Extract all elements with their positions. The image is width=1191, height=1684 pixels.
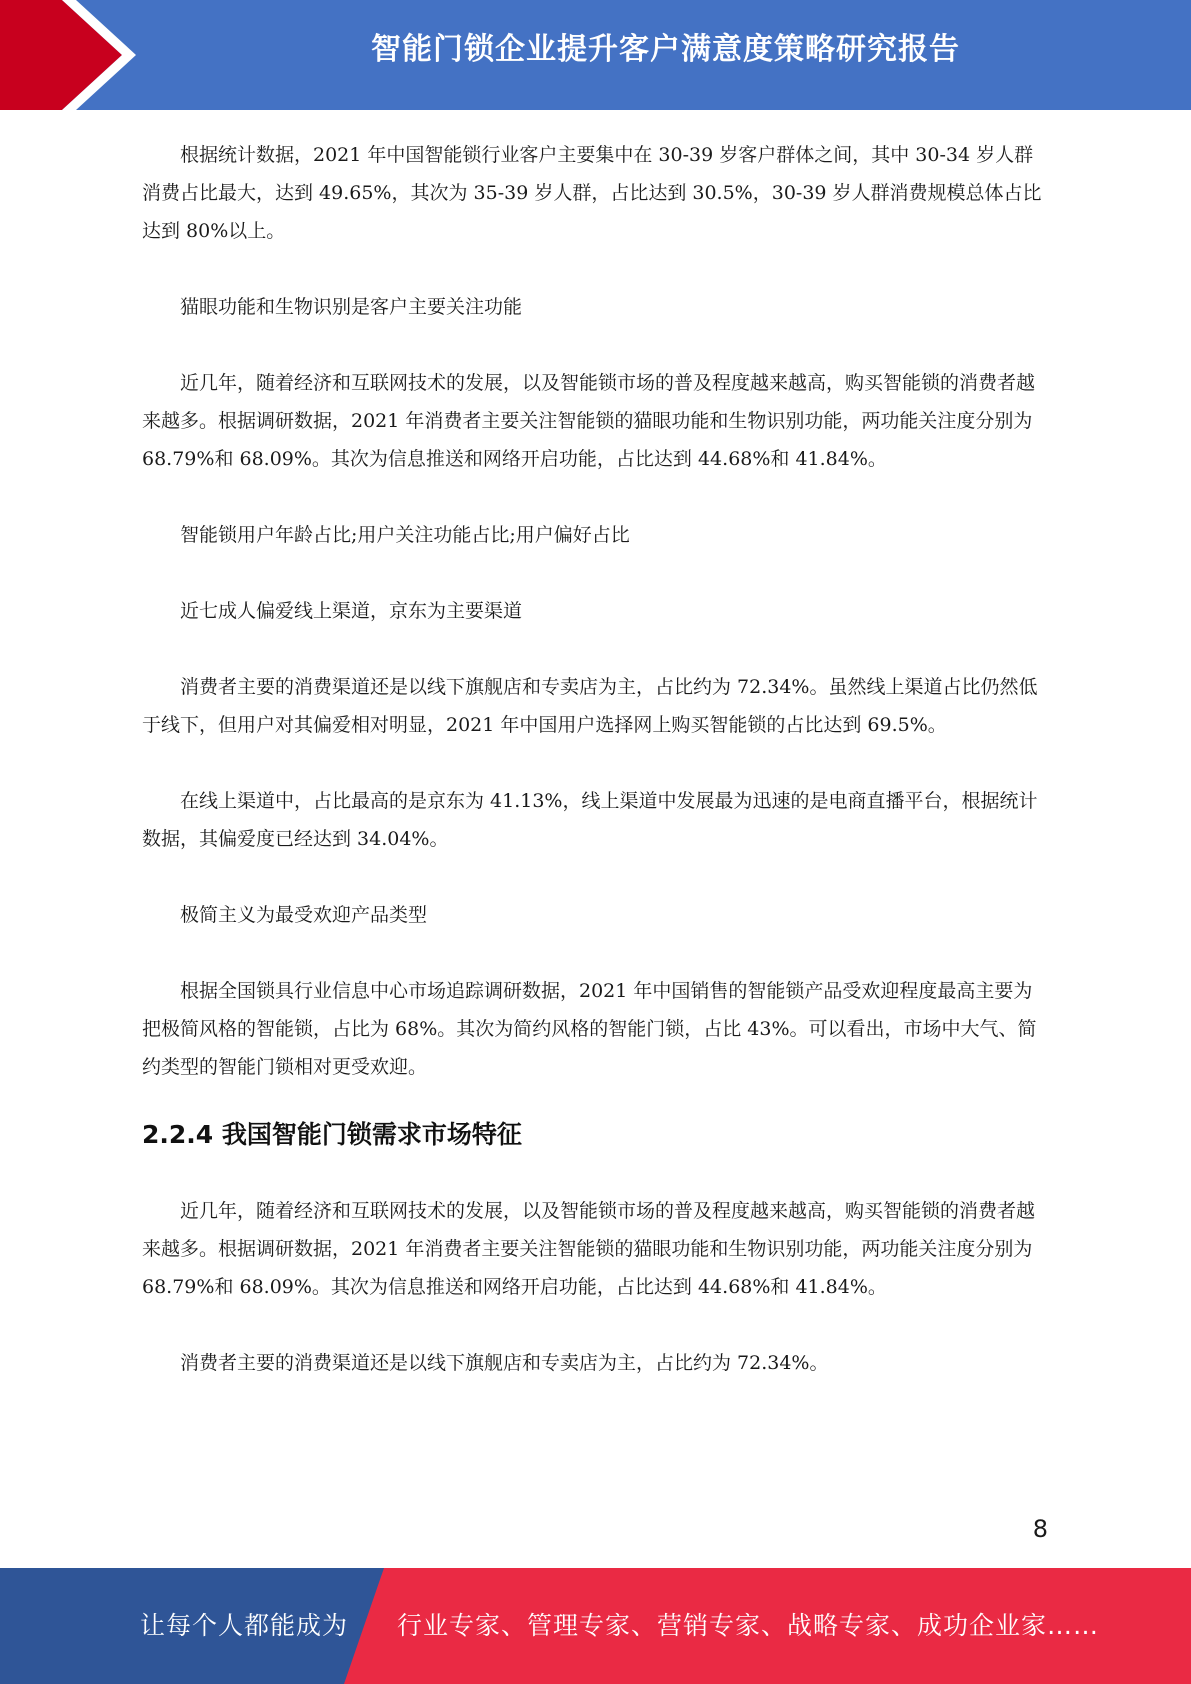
paragraph-market-features: 近几年，随着经济和互联网技术的发展，以及智能锁市场的普及程度越来越高，购买智能锁的消费者越来越多。根据调研数据，2021 年消费者主要关注智能锁的猫眼功能和生物识别功能，两功能关注度分别为 68.79%和 68.09%。其次为信息推送和网络开启功能，占比达到 44.68%和 41.84%。	[142, 1200, 1036, 1298]
page-number: 8	[1032, 1515, 1048, 1543]
footer-slogan-right: 行业专家、管理专家、营销专家、战略专家、成功企业家……	[397, 1611, 1100, 1640]
header-red-chevron	[0, 0, 150, 110]
page-header	[0, 0, 1191, 110]
section-heading: 2.2.4 我国智能门锁需求市场特征	[142, 1120, 522, 1149]
paragraph-age-distribution: 根据统计数据，2021 年中国智能锁行业客户主要集中在 30-39 岁客户群体之间，其中 30-34 岁人群消费占比最大，达到 49.65%，其次为 35-39 岁人群，占比达到 30.5%，30-39 岁人群消费规模总体占比达到 80%以上。	[142, 144, 1042, 242]
report-title: 智能门锁企业提升客户满意度策略研究报告	[371, 32, 960, 67]
page-footer	[0, 1568, 1191, 1684]
paragraph-online-platforms: 在线上渠道中，占比最高的是京东为 41.13%，线上渠道中发展最为迅速的是电商直播平台，根据统计数据，其偏爱度已经达到 34.04%。	[142, 790, 1038, 850]
subheading-online-channels: 近七成人偏爱线上渠道，京东为主要渠道	[180, 600, 523, 622]
paragraph-product-style: 根据全国锁具行业信息中心市场追踪调研数据，2021 年中国销售的智能锁产品受欢迎程度最高主要为把极简风格的智能锁，占比为 68%。其次为简约风格的智能门锁，占比 43%。可以看出，市场中大气、简约类型的智能门锁相对更受欢迎。	[142, 980, 1037, 1078]
subheading-minimalism: 极简主义为最受欢迎产品类型	[180, 904, 428, 926]
subheading-features: 猫眼功能和生物识别是客户主要关注功能	[180, 296, 523, 318]
paragraph-channels: 消费者主要的消费渠道还是以线下旗舰店和专卖店为主，占比约为 72.34%。虽然线上渠道占比仍然低于线下，但用户对其偏爱相对明显，2021 年中国用户选择网上购买智能锁的占比达到 69.5%。	[142, 676, 1038, 736]
paragraph-features: 近几年，随着经济和互联网技术的发展，以及智能锁市场的普及程度越来越高，购买智能锁的消费者越来越多。根据调研数据，2021 年消费者主要关注智能锁的猫眼功能和生物识别功能，两功能关注度分别为 68.79%和 68.09%。其次为信息推送和网络开启功能，占比达到 44.68%和 41.84%。	[142, 372, 1036, 470]
footer-slogan-left: 让每个人都能成为	[140, 1611, 349, 1640]
chart-caption: 智能锁用户年龄占比;用户关注功能占比;用户偏好占比	[180, 524, 630, 546]
paragraph-consumer-channels: 消费者主要的消费渠道还是以线下旗舰店和专卖店为主，占比约为 72.34%。	[180, 1352, 829, 1374]
main-content	[142, 136, 1047, 1382]
